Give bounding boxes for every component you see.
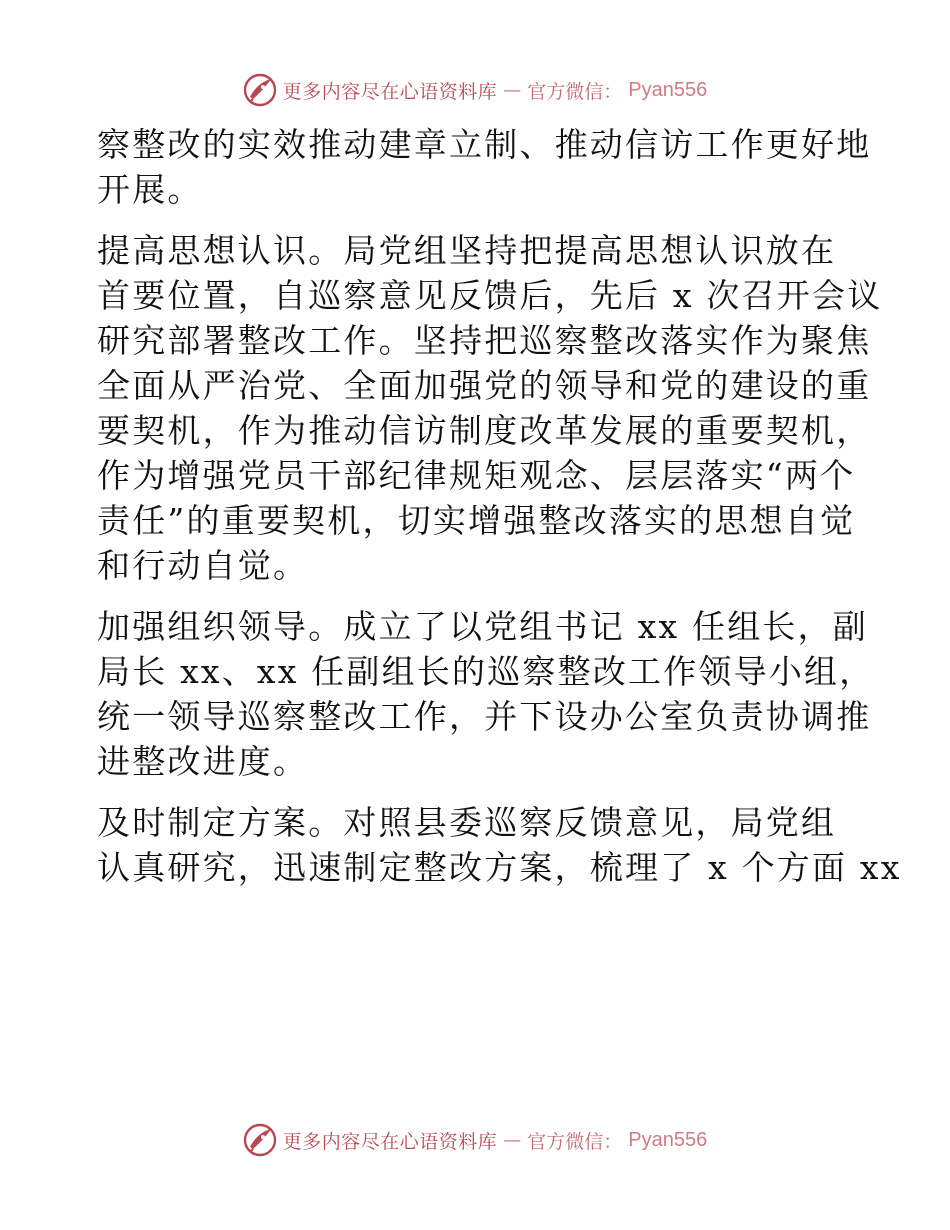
text-line: 全面从严治党、全面加强党的领导和党的建设的重 (97, 366, 872, 405)
paragraph (97, 604, 875, 784)
banner-wechat-label: 官方微信： (527, 80, 623, 103)
document-body (97, 122, 902, 906)
text-line: 局长 xx、xx 任副组长的巡察整改工作领导小组， (97, 652, 875, 691)
paragraph (97, 800, 902, 890)
text-line: 要契机，作为推动信访制度改革发展的重要契机， (97, 411, 872, 450)
banner-dash: — (503, 1129, 522, 1151)
text-line: 加强组织领导。成立了以党组书记 xx 任组长，副 (97, 607, 869, 646)
banner-site-text: 更多内容尽在心语资料库 (282, 1130, 498, 1153)
text-line: 研究部署整改工作。坚持把巡察整改落实作为聚焦 (97, 321, 872, 360)
paragraph (97, 228, 883, 588)
pen-logo-icon (243, 73, 277, 107)
banner-wechat-id: Pyan556 (628, 78, 708, 101)
text-line: 统一领导巡察整改工作，并下设办公室负责协调推 (97, 697, 872, 736)
text-line: 认真研究，迅速制定整改方案，梳理了 x 个方面 xx (97, 848, 902, 887)
footer-watermark-banner (0, 1120, 950, 1160)
pen-logo-icon (243, 1123, 277, 1157)
text-line: 首要位置，自巡察意见反馈后，先后 x 次召开会议 (97, 276, 883, 315)
paragraph (97, 122, 872, 212)
banner-dash: — (503, 79, 522, 101)
text-line: 察整改的实效推动建章立制、推动信访工作更好地 (97, 125, 872, 164)
text-line: 作为增强党员干部纪律规矩观念、层层落实“两个 (97, 456, 856, 495)
banner-wechat-id: Pyan556 (628, 1128, 708, 1151)
text-line: 提高思想认识。局党组坚持把提高思想认识放在 (97, 231, 837, 270)
text-line: 及时制定方案。对照县委巡察反馈意见，局党组 (97, 803, 837, 842)
banner-wechat-label: 官方微信： (527, 1130, 623, 1153)
banner-site-text: 更多内容尽在心语资料库 (282, 80, 498, 103)
text-line: 开展。 (97, 170, 203, 209)
header-watermark-banner (0, 70, 950, 110)
text-line: 责任”的重要契机，切实增强整改落实的思想自觉 (97, 501, 856, 540)
text-line: 和行动自觉。 (97, 546, 309, 585)
text-line: 进整改进度。 (97, 742, 309, 781)
